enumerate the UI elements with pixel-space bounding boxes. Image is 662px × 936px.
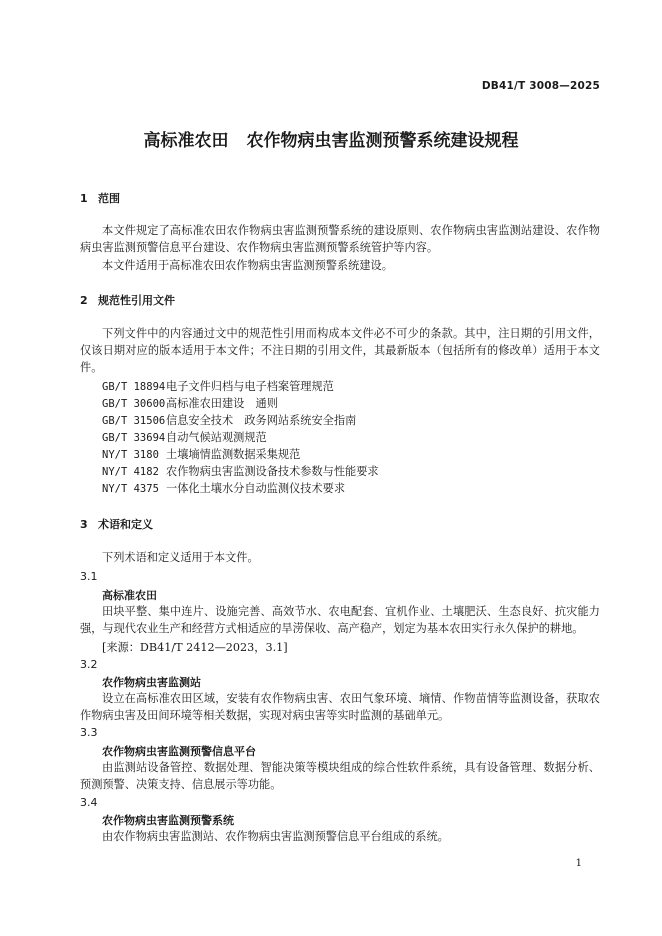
section-heading-terms: [80, 516, 153, 532]
refs-intro: 下列文件中的内容通过文中的规范性引用而构成本文件必不可少的条款。其中，注日期的引用文件，仅该日期对应的版本适用于本文件；不注日期的引用文件，其最新版本（包括所有的修改单）适用于本文件。: [80, 327, 600, 374]
page-number: 1: [575, 858, 582, 869]
term-number: 3.1: [80, 570, 98, 583]
scope-paragraph-2: 本文件适用于高标准农田农作物病虫害监测预警系统建设。: [102, 259, 393, 272]
section-heading-refs: [80, 292, 175, 308]
reference-item: NY/T 4182 农作物病虫害监测设备技术参数与性能要求: [102, 465, 379, 478]
reference-item: NY/T 4375 一体化土壤水分自动监测仪技术要求: [102, 482, 346, 495]
title-part-1: 高标准农田: [143, 131, 229, 151]
reference-item: NY/T 3180 土壤墒情监测数据采集规范: [102, 448, 301, 461]
section-heading-scope: [80, 190, 120, 206]
page-title: [0, 126, 662, 151]
document-code: DB41/T 3008—2025: [481, 80, 600, 92]
term-number: 3.4: [80, 796, 98, 809]
section-number: 3: [80, 518, 88, 531]
term-number: 3.3: [80, 726, 98, 739]
term-name: 农作物病虫害监测预警系统: [102, 814, 234, 827]
term-name: 高标准农田: [102, 589, 157, 602]
title-part-2: 农作物病虫害监测预警系统建设规程: [246, 131, 519, 151]
term-source: [来源：DB41/T 2412—2023，3.1]: [102, 641, 288, 654]
section-title: 规范性引用文件: [98, 294, 175, 307]
scope-paragraph-1: 本文件规定了高标准农田农作物病虫害监测预警系统的建设原则、农作物病虫害监测站建设、农作物病虫害监测预警信息平台建设、农作物病虫害监测预警系统管护等内容。: [80, 224, 600, 254]
terms-intro: 下列术语和定义适用于本文件。: [102, 551, 259, 564]
term-definition: 设立在高标准农田区域，安装有农作物病虫害、农田气象环境、墒情、作物苗情等监测设备，获取农作物病虫害及田间环境等相关数据，实现对病虫害等实时监测的基础单元。: [80, 692, 600, 722]
reference-item: GB/T 33694自动气候站观测规范: [102, 431, 267, 444]
term-definition: 由农作物病虫害监测站、农作物病虫害监测预警信息平台组成的系统。: [102, 830, 449, 843]
section-title: 范围: [98, 192, 120, 205]
section-number: 2: [80, 294, 88, 307]
section-number: 1: [80, 192, 88, 205]
term-definition: 田块平整、集中连片、设施完善、高效节水、农电配套、宜机作业、土壤肥沃、生态良好、抗灾能力强，与现代农业生产和经营方式相适应的旱涝保收、高产稳产，划定为基本农田实行永久保护的耕地。: [80, 605, 600, 635]
term-name: 农作物病虫害监测站: [102, 676, 201, 689]
term-name: 农作物病虫害监测预警信息平台: [102, 745, 256, 758]
term-number: 3.2: [80, 658, 98, 671]
reference-item: GB/T 31506信息安全技术 政务网站系统安全指南: [102, 414, 357, 427]
reference-item: GB/T 30600高标准农田建设 通则: [102, 397, 278, 410]
term-definition: 由监测站设备管控、数据处理、智能决策等模块组成的综合性软件系统，具有设备管理、数据分析、预测预警、决策支持、信息展示等功能。: [80, 761, 600, 791]
section-title: 术语和定义: [98, 518, 153, 531]
reference-item: GB/T 18894电子文件归档与电子档案管理规范: [102, 380, 334, 393]
